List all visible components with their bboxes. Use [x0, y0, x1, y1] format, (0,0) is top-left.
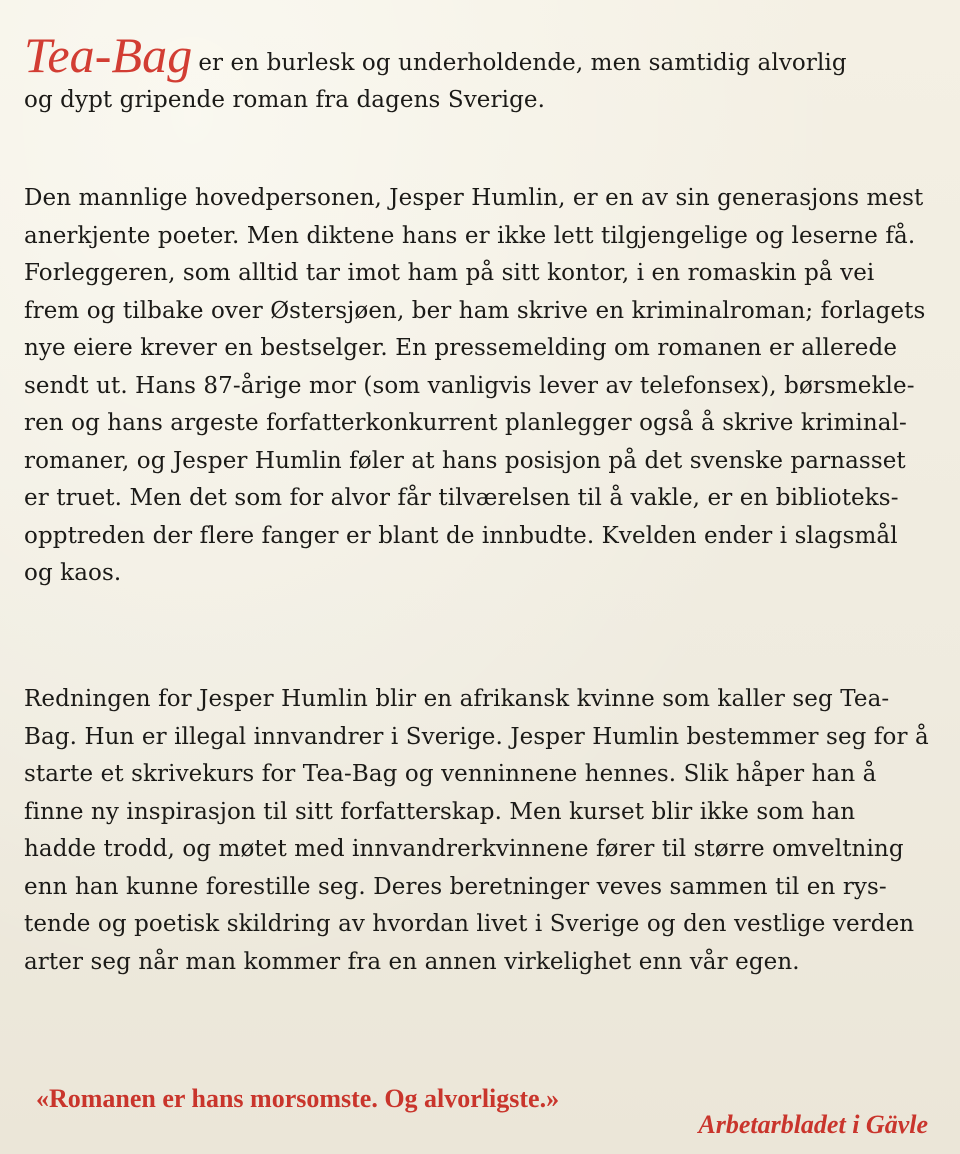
review-source: Arbetarbladet i Gävle [698, 1110, 928, 1139]
book-title: Tea-Bag [24, 27, 193, 83]
text-line: hadde trodd, og møtet med innvandrerkvinnene fører til større omveltning [24, 836, 904, 862]
text-line: starte et skrivekurs for Tea-Bag og venninnene hennes. Slik håper han å [24, 761, 877, 787]
text-line: opptreden der flere fanger er blant de innbudte. Kvelden ender i slagsmål [24, 522, 898, 549]
text-line: enn han kunne forestille seg. Deres beretninger veves sammen til en rys- [24, 873, 887, 900]
text-line: ren og hans argeste forfatterkonkurrent planlegger også å skrive kriminal- [24, 410, 907, 436]
intro-line-1: er en burlesk og underholdende, men samtidig alvorlig [198, 50, 847, 76]
text-line: frem og tilbake over Østersjøen, ber ham skrive en kriminalroman; forlagets [24, 297, 926, 324]
text-line: anerkjente poeter. Men diktene hans er ikke lett tilgjengelige og leserne få. [24, 222, 916, 249]
text-line: Redningen for Jesper Humlin blir en afrikansk kvinne som kaller seg Tea- [24, 686, 890, 712]
synopsis-paragraph-1 [24, 180, 924, 593]
intro-blurb [24, 27, 924, 118]
text-line: Bag. Hun er illegal innvandrer i Sverige. Jesper Humlin bestemmer seg for å [24, 723, 929, 750]
text-line: arter seg når man kommer fra en annen virkelighet enn vår egen. [24, 948, 800, 975]
text-line: romaner, og Jesper Humlin føler at hans posisjon på det svenske parnasset [24, 447, 906, 474]
text-line: finne ny inspirasjon til sitt forfatterskap. Men kurset blir ikke som han [24, 798, 856, 825]
text-line: sendt ut. Hans 87-årige mor (som vanligvis lever av telefonsex), børsmekle- [24, 372, 915, 399]
review-quote: «Romanen er hans morsomste. Og alvorligste.» [36, 1084, 560, 1113]
synopsis-paragraph-2 [24, 681, 929, 981]
text-line: er truet. Men det som for alvor får tilværelsen til å vakle, er en biblioteks- [24, 485, 899, 511]
text-line: og kaos. [24, 560, 122, 586]
text-line: Forleggeren, som alltid tar imot ham på sitt kontor, i en romaskin på vei [24, 260, 875, 286]
text-line: Den mannlige hovedpersonen, Jesper Humlin, er en av sin generasjons mest [24, 185, 924, 211]
intro-line-2: og dypt gripende roman fra dagens Sverige. [24, 87, 546, 113]
text-line: tende og poetisk skildring av hvordan livet i Sverige og den vestlige verden [24, 911, 915, 937]
text-line: nye eiere krever en bestselger. En pressemelding om romanen er allerede [24, 335, 898, 361]
